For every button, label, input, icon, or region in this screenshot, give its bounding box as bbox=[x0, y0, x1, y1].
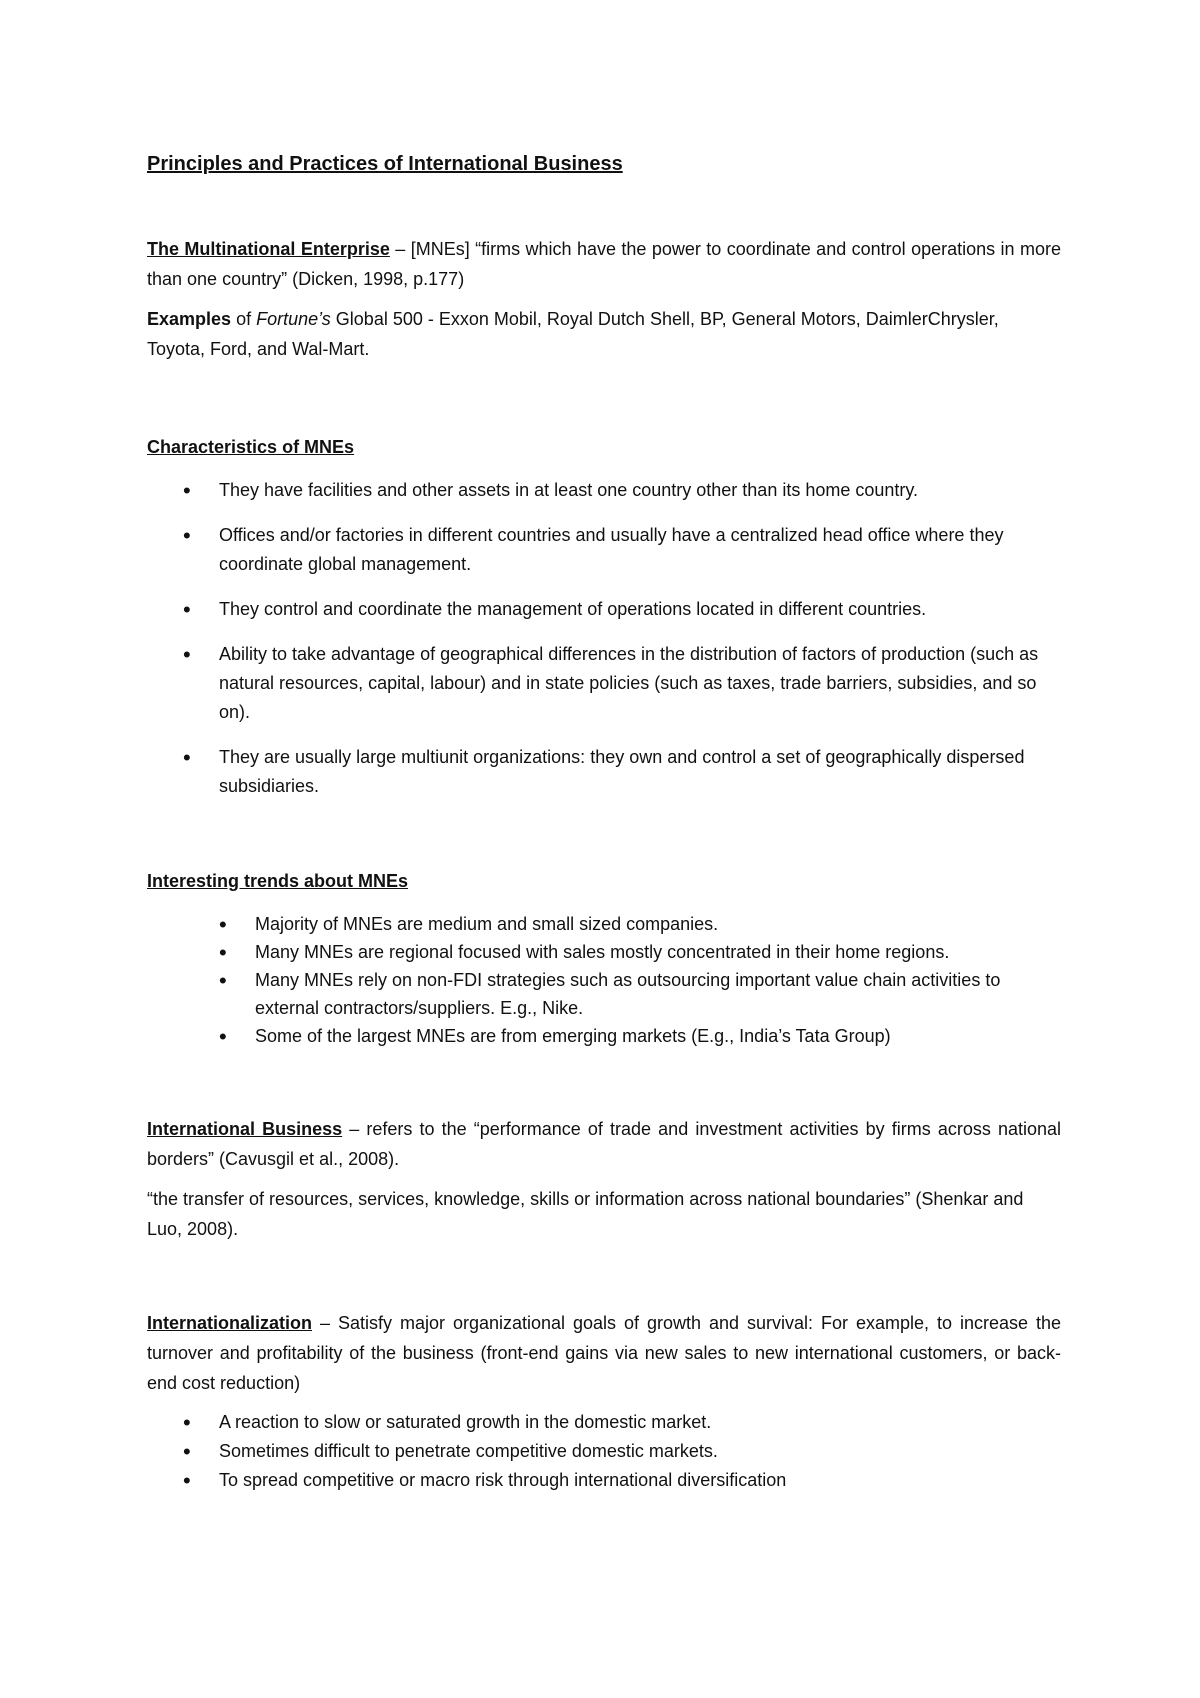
mne-examples-of: of bbox=[231, 309, 257, 329]
mne-examples-source: Fortune’s bbox=[256, 309, 331, 329]
ib-heading: International Business bbox=[147, 1119, 343, 1139]
list-item: • Majority of MNEs are medium and small sized companies. bbox=[147, 910, 1061, 938]
internationalization-list bbox=[147, 1408, 1061, 1495]
section-mne bbox=[147, 234, 1061, 374]
section-characteristics bbox=[147, 432, 1061, 817]
list-item: • They control and coordinate the management of operations located in different countries. bbox=[147, 595, 1061, 624]
list-item: • Many MNEs rely on non-FDI strategies such as outsourcing important value chain activities to external contractors/suppliers. E.g., Nike. bbox=[147, 966, 1061, 1022]
characteristics-heading-line bbox=[147, 432, 1061, 462]
list-item: • They are usually large multiunit organizations: they own and control a set of geographically dispersed subsidiaries. bbox=[147, 743, 1061, 801]
internationalization-definition-paragraph bbox=[147, 1308, 1061, 1398]
trends-heading: Interesting trends about MNEs bbox=[147, 871, 409, 891]
section-internationalization bbox=[147, 1308, 1061, 1495]
characteristics-list bbox=[147, 476, 1061, 801]
list-item: • Many MNEs are regional focused with sales mostly concentrated in their home regions. bbox=[147, 938, 1061, 966]
section-trends bbox=[147, 866, 1061, 1050]
list-item: • Some of the largest MNEs are from emerging markets (E.g., India’s Tata Group) bbox=[147, 1022, 1061, 1050]
list-item: • Sometimes difficult to penetrate competitive domestic markets. bbox=[147, 1437, 1061, 1466]
document-page bbox=[147, 0, 1061, 1698]
document-title: Principles and Practices of International Business bbox=[147, 153, 623, 175]
section-international-business bbox=[147, 1114, 1061, 1254]
list-item: • A reaction to slow or saturated growth in the domestic market. bbox=[147, 1408, 1061, 1437]
list-item: • To spread competitive or macro risk through international diversification bbox=[147, 1466, 1061, 1495]
trends-list bbox=[147, 910, 1061, 1050]
list-item: • Offices and/or factories in different countries and usually have a centralized head office where they coordinate global management. bbox=[147, 521, 1061, 579]
mne-examples-paragraph bbox=[147, 304, 1061, 364]
mne-definition-paragraph bbox=[147, 234, 1061, 294]
ib-definition: – refers to the “performance of trade and investment activities by firms across national borders” (Cavusgil et al., 2008). bbox=[147, 1119, 1061, 1169]
ib-quote: “the transfer of resources, services, knowledge, skills or information across national boundaries” (Shenkar and Luo, 2008). bbox=[147, 1189, 1024, 1239]
trends-heading-line bbox=[147, 866, 1061, 896]
list-item: • Ability to take advantage of geographical differences in the distribution of factors of production (such as natural resources, capital, labour) and in state policies (such as taxes, trade barriers, subsidies, and so on). bbox=[147, 640, 1061, 727]
internationalization-definition: – Satisfy major organizational goals of growth and survival: For example, to increase the turnover and profitability of the business (front-end gains via new sales to new international customers, or back-end cost reduction) bbox=[147, 1313, 1061, 1393]
mne-heading: The Multinational Enterprise bbox=[147, 239, 390, 259]
list-item: • They have facilities and other assets in at least one country other than its home country. bbox=[147, 476, 1061, 505]
mne-examples-text: Global 500 - Exxon Mobil, Royal Dutch Shell, BP, General Motors, DaimlerChrysler, Toyota, Ford, and Wal-Mart. bbox=[147, 309, 999, 359]
mne-definition: – [MNEs] “firms which have the power to coordinate and control operations in more than one country” (Dicken, 1998, p.177) bbox=[147, 239, 1061, 289]
internationalization-heading: Internationalization bbox=[147, 1313, 313, 1333]
ib-definition-paragraph bbox=[147, 1114, 1061, 1174]
characteristics-heading: Characteristics of MNEs bbox=[147, 437, 355, 457]
mne-examples-lead: Examples bbox=[147, 309, 232, 329]
